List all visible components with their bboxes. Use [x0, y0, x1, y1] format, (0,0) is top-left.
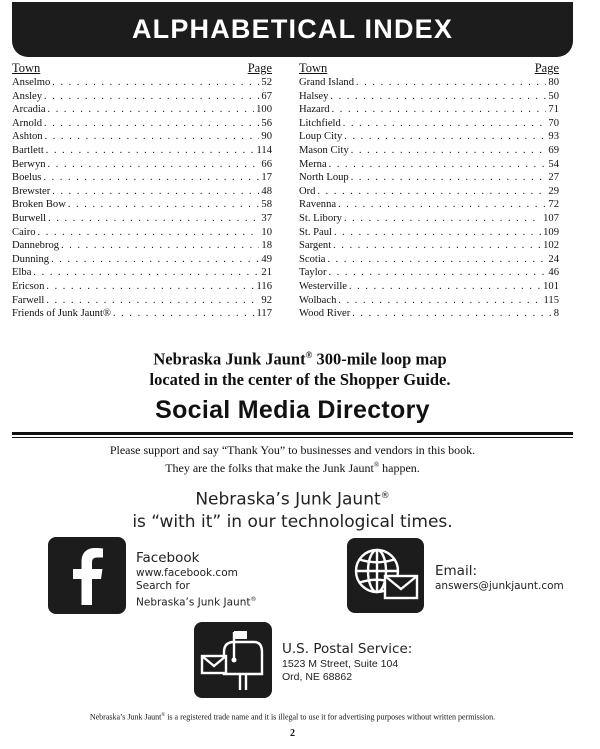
index-leader-dots [45, 130, 260, 144]
facebook-search-label: Search for [136, 580, 190, 592]
index-page: 70 [548, 117, 559, 129]
index-leader-dots [46, 280, 254, 294]
index-column-left [12, 61, 272, 321]
index-town: Merna [299, 158, 327, 170]
index-leader-dots [351, 144, 547, 158]
email-contact [435, 563, 564, 593]
index-row [299, 185, 559, 199]
index-row [12, 226, 272, 240]
index-town: Cairo [12, 226, 36, 238]
map-note-line2: located in the center of the Shopper Guide. [149, 369, 451, 389]
index-row [12, 294, 272, 308]
index-header [12, 61, 272, 76]
index-town: Dannebrog [12, 240, 60, 252]
index-leader-dots [317, 185, 546, 199]
index-town: Friends of Junk Jaunt® [12, 308, 111, 320]
index-town: Boelus [12, 172, 42, 184]
index-row [299, 280, 559, 294]
index-row [12, 253, 272, 267]
index-leader-dots [344, 212, 541, 226]
index-page: 90 [261, 131, 272, 143]
index-town: Loup City [299, 131, 343, 143]
index-page: 69 [548, 144, 559, 156]
index-page: 48 [261, 185, 272, 197]
index-town: Wood River [299, 308, 351, 320]
index-leader-dots [33, 266, 259, 280]
index-page: 8 [553, 308, 559, 320]
index-row [299, 90, 559, 104]
index-leader-dots [338, 294, 541, 308]
index-leader-dots [44, 117, 259, 131]
index-page: 17 [261, 172, 272, 184]
index-page: 100 [256, 104, 272, 116]
index-town: Burwell [12, 212, 47, 224]
index-row [12, 185, 272, 199]
index-page: 115 [543, 294, 559, 306]
index-page: 56 [261, 117, 272, 129]
postal-title: U.S. Postal Service: [282, 641, 413, 657]
index-town: Taylor [299, 267, 327, 279]
index-row [12, 307, 272, 321]
index-row [12, 158, 272, 172]
index-page: 18 [261, 240, 272, 252]
index-town: North Loup [299, 172, 349, 184]
index-row [12, 90, 272, 104]
index-page: 114 [256, 144, 272, 156]
index-town: Ericson [12, 280, 45, 292]
index-row [299, 226, 559, 240]
index-page: 50 [548, 90, 559, 102]
index-town: Arcadia [12, 104, 46, 116]
index-leader-dots [52, 185, 259, 199]
index-leader-dots [48, 103, 255, 117]
index-row [12, 76, 272, 90]
index-leader-dots [349, 280, 541, 294]
email-title: Email: [435, 563, 478, 579]
index-row [299, 117, 559, 131]
index-leader-dots [334, 226, 541, 240]
index-leader-dots [46, 294, 259, 308]
index-town: Arnold [12, 117, 43, 129]
postal-contact [282, 641, 412, 684]
index-town: Brewster [12, 185, 51, 197]
index-row [12, 280, 272, 294]
index-leader-dots [48, 158, 260, 172]
index-page: 52 [261, 77, 272, 88]
index-header-page: Page [534, 61, 559, 75]
support-text: Please support and say “Thank You” to businesses and vendors in this book. They are the folks that make the Junk Jaunt® happen. [109, 443, 476, 475]
map-note-line1: Nebraska Junk Jaunt® 300-mile loop map [153, 349, 447, 369]
facebook-url[interactable]: www.facebook.com [136, 567, 238, 579]
index-town: Elba [12, 267, 32, 279]
index-page: 102 [543, 240, 559, 252]
index-leader-dots [356, 76, 546, 90]
index-leader-dots [52, 76, 259, 90]
trademark-note: Nebraska’s Junk Jaunt® is a registered trade name and it is illegal to use it for advertising purposes without written permission. [89, 712, 496, 722]
header-banner [12, 2, 573, 57]
index-row [299, 171, 559, 185]
index-town: Bartlett [12, 144, 44, 156]
index-row [299, 239, 559, 253]
index-row [299, 130, 559, 144]
index-page: 116 [256, 280, 272, 292]
index-town: Ansley [12, 90, 43, 102]
index-row [12, 144, 272, 158]
index-town: Anselmo [12, 77, 51, 88]
tagline: Nebraska’s Junk Jaunt® is “with it” in our technological times. [132, 489, 453, 532]
facebook-icon[interactable] [48, 537, 126, 614]
postal-street: 1523 M Street, Suite 104 [282, 658, 399, 670]
index-leader-dots [113, 307, 255, 321]
index-header [299, 61, 559, 76]
index-row [299, 294, 559, 308]
index-leader-dots [332, 103, 547, 117]
index-row [12, 198, 272, 212]
index-page: 10 [261, 226, 272, 238]
index-row [299, 212, 559, 226]
index-page: 49 [261, 253, 272, 265]
index-leader-dots [329, 158, 547, 172]
divider-thick [12, 432, 573, 435]
email-address[interactable]: answers@junkjaunt.com [435, 580, 564, 592]
map-note [0, 345, 600, 390]
index-row [299, 307, 559, 321]
index-leader-dots [68, 198, 260, 212]
index-page: 24 [548, 253, 559, 265]
index-row [12, 239, 272, 253]
index-leader-dots [51, 253, 259, 267]
index-row [299, 253, 559, 267]
index-page: 80 [548, 77, 559, 88]
globe-envelope-icon[interactable] [347, 538, 424, 613]
index-town: Dunning [12, 253, 50, 265]
index-header-page: Page [247, 61, 272, 75]
index-town: St. Libory [299, 212, 342, 224]
postal-city: Ord, NE 68862 [282, 671, 353, 683]
index-row [299, 76, 559, 90]
index-leader-dots [44, 90, 259, 104]
index-town: Ashton [12, 131, 43, 143]
index-leader-dots [352, 307, 551, 321]
index-town: Farwell [12, 294, 45, 306]
index-leader-dots [61, 239, 259, 253]
index-page: 46 [548, 267, 559, 279]
index-row [299, 144, 559, 158]
index-row [299, 158, 559, 172]
index-leader-dots [48, 212, 259, 226]
index-leader-dots [38, 226, 260, 240]
index-town: Wolbach [299, 294, 337, 306]
index-leader-dots [351, 171, 547, 185]
index-town: Berwyn [12, 158, 46, 170]
index-leader-dots [329, 266, 547, 280]
index-town: Grand Island [299, 77, 355, 88]
page-title: ALPHABETICAL INDEX [131, 14, 454, 44]
index-page: 109 [543, 226, 559, 238]
index-row [12, 212, 272, 226]
index-page: 67 [261, 90, 272, 102]
index-row [12, 130, 272, 144]
index-row [299, 103, 559, 117]
index-leader-dots [344, 130, 546, 144]
index-page: 101 [543, 280, 559, 292]
index-town: Broken Bow [12, 199, 66, 211]
index-town: Hazard [299, 104, 330, 116]
index-leader-dots [330, 90, 546, 104]
index-town: Litchfield [299, 117, 341, 129]
index-row [299, 266, 559, 280]
index-leader-dots [327, 253, 546, 267]
index-row [12, 117, 272, 131]
index-page: 54 [548, 158, 559, 170]
index-town: St. Paul [299, 226, 332, 238]
index-page: 92 [261, 294, 272, 306]
index-town: Westerville [299, 280, 347, 292]
section-title: Social Media Directory [155, 396, 430, 424]
index-town: Halsey [299, 90, 329, 102]
index-town: Mason City [299, 144, 349, 156]
index-town: Ord [299, 185, 316, 197]
index-page: 72 [548, 199, 559, 211]
page-number: 2 [290, 728, 295, 739]
index-town: Sargent [299, 240, 332, 252]
index-leader-dots [43, 171, 259, 185]
index-page: 117 [256, 308, 272, 320]
index-page: 21 [261, 267, 272, 279]
index-page: 27 [548, 172, 559, 184]
index-page: 93 [548, 131, 559, 143]
index-leader-dots [46, 144, 255, 158]
index-leader-dots [343, 117, 547, 131]
index-column-right [299, 61, 559, 321]
index-page: 71 [548, 104, 559, 116]
index-page: 37 [261, 212, 272, 224]
index-page: 58 [261, 199, 272, 211]
index-row [12, 171, 272, 185]
mailbox-icon[interactable] [194, 622, 272, 698]
index-town: Ravenna [299, 199, 337, 211]
index-row [12, 103, 272, 117]
index-page: 29 [548, 185, 559, 197]
index-row [299, 198, 559, 212]
index-header-town: Town [12, 61, 41, 75]
index-page: 107 [543, 212, 559, 224]
index-leader-dots [333, 239, 541, 253]
facebook-title: Facebook [136, 550, 200, 566]
divider-thin [12, 437, 573, 438]
index-row [12, 266, 272, 280]
index-town: Scotia [299, 253, 326, 265]
facebook-search-term: Nebraska’s Junk Jaunt® [136, 596, 257, 609]
index-page: 66 [261, 158, 272, 170]
index-header-town: Town [299, 61, 328, 75]
facebook-contact [136, 550, 256, 610]
index-leader-dots [338, 198, 546, 212]
